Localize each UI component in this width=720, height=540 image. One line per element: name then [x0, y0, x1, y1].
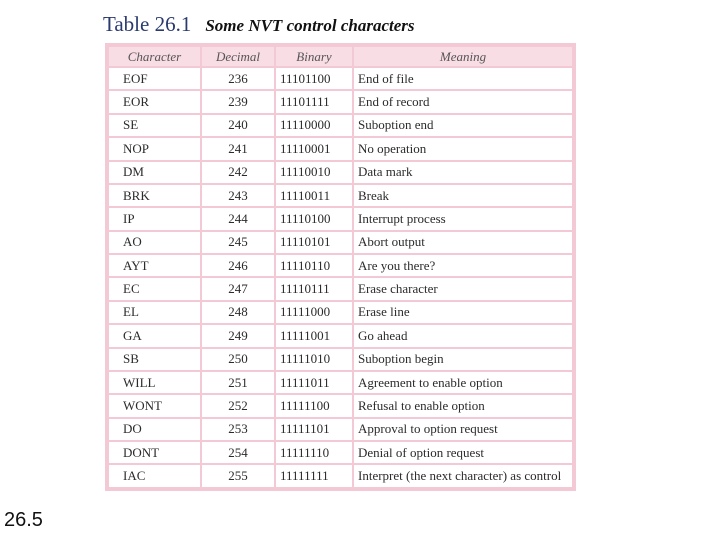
character-cell: WONT	[109, 395, 200, 416]
binary-cell: 11111011	[276, 372, 352, 393]
meaning-cell: Are you there?	[354, 255, 572, 276]
binary-cell: 11101111	[276, 91, 352, 112]
table-body	[109, 68, 572, 487]
character-cell: EOR	[109, 91, 200, 112]
character-cell: IAC	[109, 465, 200, 487]
column-header-character: Character	[109, 47, 200, 66]
meaning-cell: Data mark	[354, 162, 572, 183]
character-cell: SE	[109, 115, 200, 136]
meaning-cell: No operation	[354, 138, 572, 159]
meaning-cell: Suboption end	[354, 115, 572, 136]
character-cell: DONT	[109, 442, 200, 463]
binary-cell: 11110011	[276, 185, 352, 206]
decimal-cell: 239	[202, 91, 274, 112]
column-header-decimal: Decimal	[202, 47, 274, 66]
control-characters-table	[105, 43, 576, 491]
decimal-cell: 245	[202, 232, 274, 253]
table-row	[109, 442, 572, 463]
meaning-cell: Suboption begin	[354, 349, 572, 370]
character-cell: AO	[109, 232, 200, 253]
table-header-row	[109, 47, 572, 66]
table-row	[109, 395, 572, 416]
table-row	[109, 162, 572, 183]
meaning-cell: Go ahead	[354, 325, 572, 346]
table-row	[109, 91, 572, 112]
table-row	[109, 419, 572, 440]
character-cell: GA	[109, 325, 200, 346]
page-number: 26.5	[4, 509, 43, 531]
character-cell: AYT	[109, 255, 200, 276]
binary-cell: 11110110	[276, 255, 352, 276]
meaning-cell: End of record	[354, 91, 572, 112]
character-cell: IP	[109, 208, 200, 229]
meaning-cell: Break	[354, 185, 572, 206]
binary-cell: 11111100	[276, 395, 352, 416]
table-row	[109, 325, 572, 346]
column-header-binary: Binary	[276, 47, 352, 66]
binary-cell: 11111010	[276, 349, 352, 370]
character-cell: EOF	[109, 68, 200, 89]
decimal-cell: 247	[202, 278, 274, 299]
binary-cell: 11110111	[276, 278, 352, 299]
decimal-cell: 240	[202, 115, 274, 136]
character-cell: EC	[109, 278, 200, 299]
meaning-cell: Interrupt process	[354, 208, 572, 229]
meaning-cell: Erase character	[354, 278, 572, 299]
column-header-meaning: Meaning	[354, 47, 572, 66]
binary-cell: 11110100	[276, 208, 352, 229]
decimal-cell: 253	[202, 419, 274, 440]
decimal-cell: 255	[202, 465, 274, 487]
table-number: Table 26.1	[103, 12, 192, 36]
meaning-cell: Abort output	[354, 232, 572, 253]
decimal-cell: 248	[202, 302, 274, 323]
meaning-cell: Refusal to enable option	[354, 395, 572, 416]
table-row	[109, 232, 572, 253]
character-cell: NOP	[109, 138, 200, 159]
character-cell: DM	[109, 162, 200, 183]
table-row	[109, 349, 572, 370]
binary-cell: 11111101	[276, 419, 352, 440]
decimal-cell: 254	[202, 442, 274, 463]
character-cell: EL	[109, 302, 200, 323]
character-cell: BRK	[109, 185, 200, 206]
decimal-cell: 252	[202, 395, 274, 416]
table-row	[109, 465, 572, 487]
meaning-cell: End of file	[354, 68, 572, 89]
character-cell: WILL	[109, 372, 200, 393]
table-row	[109, 185, 572, 206]
table-row	[109, 115, 572, 136]
table-row	[109, 255, 572, 276]
meaning-cell: Agreement to enable option	[354, 372, 572, 393]
table-row	[109, 208, 572, 229]
meaning-cell: Approval to option request	[354, 419, 572, 440]
binary-cell: 11111110	[276, 442, 352, 463]
decimal-cell: 250	[202, 349, 274, 370]
decimal-cell: 251	[202, 372, 274, 393]
binary-cell: 11110001	[276, 138, 352, 159]
binary-cell: 11101100	[276, 68, 352, 89]
table-row	[109, 68, 572, 89]
meaning-cell: Denial of option request	[354, 442, 572, 463]
table-row	[109, 302, 572, 323]
meaning-cell: Interpret (the next character) as control	[354, 465, 572, 487]
decimal-cell: 244	[202, 208, 274, 229]
decimal-cell: 241	[202, 138, 274, 159]
table-row	[109, 372, 572, 393]
binary-cell: 11110000	[276, 115, 352, 136]
decimal-cell: 242	[202, 162, 274, 183]
binary-cell: 11110010	[276, 162, 352, 183]
table-row	[109, 138, 572, 159]
meaning-cell: Erase line	[354, 302, 572, 323]
table-caption: Some NVT control characters	[205, 16, 415, 35]
table-row	[109, 278, 572, 299]
decimal-cell: 236	[202, 68, 274, 89]
binary-cell: 11111111	[276, 465, 352, 487]
decimal-cell: 249	[202, 325, 274, 346]
table-title	[103, 12, 415, 42]
character-cell: SB	[109, 349, 200, 370]
decimal-cell: 243	[202, 185, 274, 206]
binary-cell: 11111000	[276, 302, 352, 323]
character-cell: DO	[109, 419, 200, 440]
binary-cell: 11110101	[276, 232, 352, 253]
binary-cell: 11111001	[276, 325, 352, 346]
decimal-cell: 246	[202, 255, 274, 276]
